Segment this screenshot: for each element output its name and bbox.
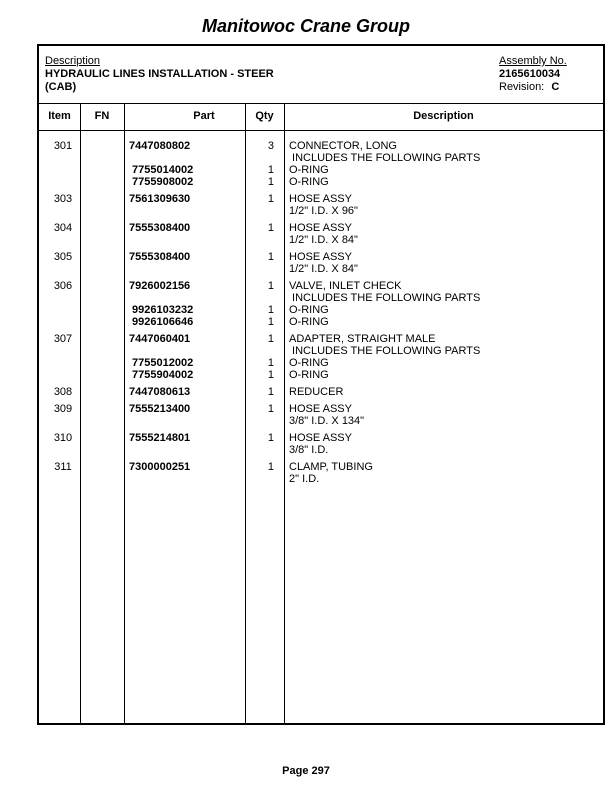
table-row <box>39 152 603 164</box>
item-number: 307 <box>53 333 73 345</box>
item-number: 305 <box>53 251 73 263</box>
part-number: 7926002156 <box>129 280 191 292</box>
item-number: 303 <box>53 193 73 205</box>
table-row <box>39 333 603 345</box>
item-number: 311 <box>54 461 72 473</box>
part-number: 7555308400 <box>129 251 191 263</box>
quantity: 1 <box>267 251 274 263</box>
part-description: INCLUDES THE FOLLOWING PARTS <box>289 152 481 164</box>
table-row <box>39 461 603 473</box>
part-description: O-RING <box>289 176 329 188</box>
quantity: 1 <box>267 164 274 176</box>
table-row <box>39 357 603 369</box>
part-description: ADAPTER, STRAIGHT MALE <box>289 333 436 345</box>
item-number: 309 <box>53 403 73 415</box>
quantity: 1 <box>267 461 274 473</box>
table-row <box>39 193 603 205</box>
part-description: INCLUDES THE FOLLOWING PARTS <box>289 292 481 304</box>
part-description: HOSE ASSY <box>289 193 352 205</box>
part-number: 7555213400 <box>129 403 191 415</box>
table-row <box>39 251 603 263</box>
quantity: 1 <box>267 316 274 328</box>
quantity: 1 <box>267 280 274 292</box>
table-row <box>39 234 603 246</box>
table-row <box>39 280 603 292</box>
part-description: O-RING <box>289 357 329 369</box>
column-header-qty: Qty <box>255 110 274 122</box>
quantity: 1 <box>267 369 274 381</box>
part-description: O-RING <box>289 304 329 316</box>
quantity: 1 <box>267 333 274 345</box>
part-number: 7300000251 <box>129 461 191 473</box>
column-header-part: Part <box>193 110 215 122</box>
part-number: 7561309630 <box>129 193 191 205</box>
quantity: 1 <box>267 304 274 316</box>
table-row <box>39 316 603 328</box>
part-description: 2" I.D. <box>289 473 320 485</box>
part-number: 7755014002 <box>129 164 194 176</box>
part-number: 7755904002 <box>129 369 194 381</box>
revision-line <box>499 81 559 94</box>
table-row <box>39 292 603 304</box>
parts-table <box>37 44 605 725</box>
part-number: 7447080802 <box>129 140 191 152</box>
description-label: Description <box>45 55 101 67</box>
table-row <box>39 140 603 152</box>
item-number: 301 <box>53 140 73 152</box>
column-header-description: Description <box>413 110 474 122</box>
part-number: 7755012002 <box>129 357 194 369</box>
part-number: 9926103232 <box>129 304 194 316</box>
quantity: 1 <box>267 432 274 444</box>
column-header-fn: FN <box>94 110 110 122</box>
assembly-number-label: Assembly No. <box>499 55 567 67</box>
part-number: 7755908002 <box>129 176 194 188</box>
part-number: 7447060401 <box>129 333 191 345</box>
table-row <box>39 403 603 415</box>
part-number: 7447080613 <box>129 386 191 398</box>
part-number: 7555214801 <box>129 432 191 444</box>
quantity: 1 <box>267 403 274 415</box>
revision-label: Revision: <box>499 81 545 93</box>
part-description: 1/2" I.D. X 84" <box>289 263 358 275</box>
page-number: Page 297 <box>282 765 330 777</box>
table-row <box>39 386 603 398</box>
part-description: REDUCER <box>289 386 344 398</box>
part-description: CONNECTOR, LONG <box>289 140 397 152</box>
part-description: O-RING <box>289 369 329 381</box>
part-description: HOSE ASSY <box>289 432 352 444</box>
assembly-number: 2165610034 <box>499 68 561 80</box>
assembly-title-line2: (CAB) <box>45 81 77 93</box>
part-number: 7555308400 <box>129 222 191 234</box>
quantity: 1 <box>267 222 274 234</box>
table-row <box>39 369 603 381</box>
part-description: HOSE ASSY <box>289 251 352 263</box>
part-description: 3/8" I.D. X 134" <box>289 415 365 427</box>
assembly-title-line1: HYDRAULIC LINES INSTALLATION - STEER <box>45 68 274 80</box>
table-row <box>39 222 603 234</box>
part-description: O-RING <box>289 164 329 176</box>
part-description: O-RING <box>289 316 329 328</box>
part-description: 3/8" I.D. <box>289 444 329 456</box>
item-number: 310 <box>53 432 73 444</box>
part-description: CLAMP, TUBING <box>289 461 373 473</box>
quantity: 1 <box>267 193 274 205</box>
table-row <box>39 176 603 188</box>
item-number: 306 <box>53 280 73 292</box>
part-description: VALVE, INLET CHECK <box>289 280 402 292</box>
table-row <box>39 164 603 176</box>
table-row <box>39 205 603 217</box>
part-description: HOSE ASSY <box>289 403 352 415</box>
part-description: 1/2" I.D. X 84" <box>289 234 358 246</box>
assembly-header <box>39 46 603 104</box>
quantity: 3 <box>267 140 274 152</box>
company-title: Manitowoc Crane Group <box>201 16 410 36</box>
table-row <box>39 444 603 456</box>
table-row <box>39 473 603 485</box>
table-row <box>39 345 603 357</box>
item-number: 304 <box>53 222 73 234</box>
table-row <box>39 304 603 316</box>
quantity: 1 <box>267 357 274 369</box>
part-number: 9926106646 <box>129 316 194 328</box>
part-description: INCLUDES THE FOLLOWING PARTS <box>289 345 481 357</box>
part-description: 1/2" I.D. X 96" <box>289 205 358 217</box>
part-description: HOSE ASSY <box>289 222 352 234</box>
revision-value: C <box>551 81 560 93</box>
column-header-item: Item <box>48 110 71 122</box>
table-row <box>39 432 603 444</box>
table-row <box>39 415 603 427</box>
quantity: 1 <box>267 176 274 188</box>
item-number: 308 <box>53 386 73 398</box>
quantity: 1 <box>267 386 274 398</box>
table-row <box>39 263 603 275</box>
